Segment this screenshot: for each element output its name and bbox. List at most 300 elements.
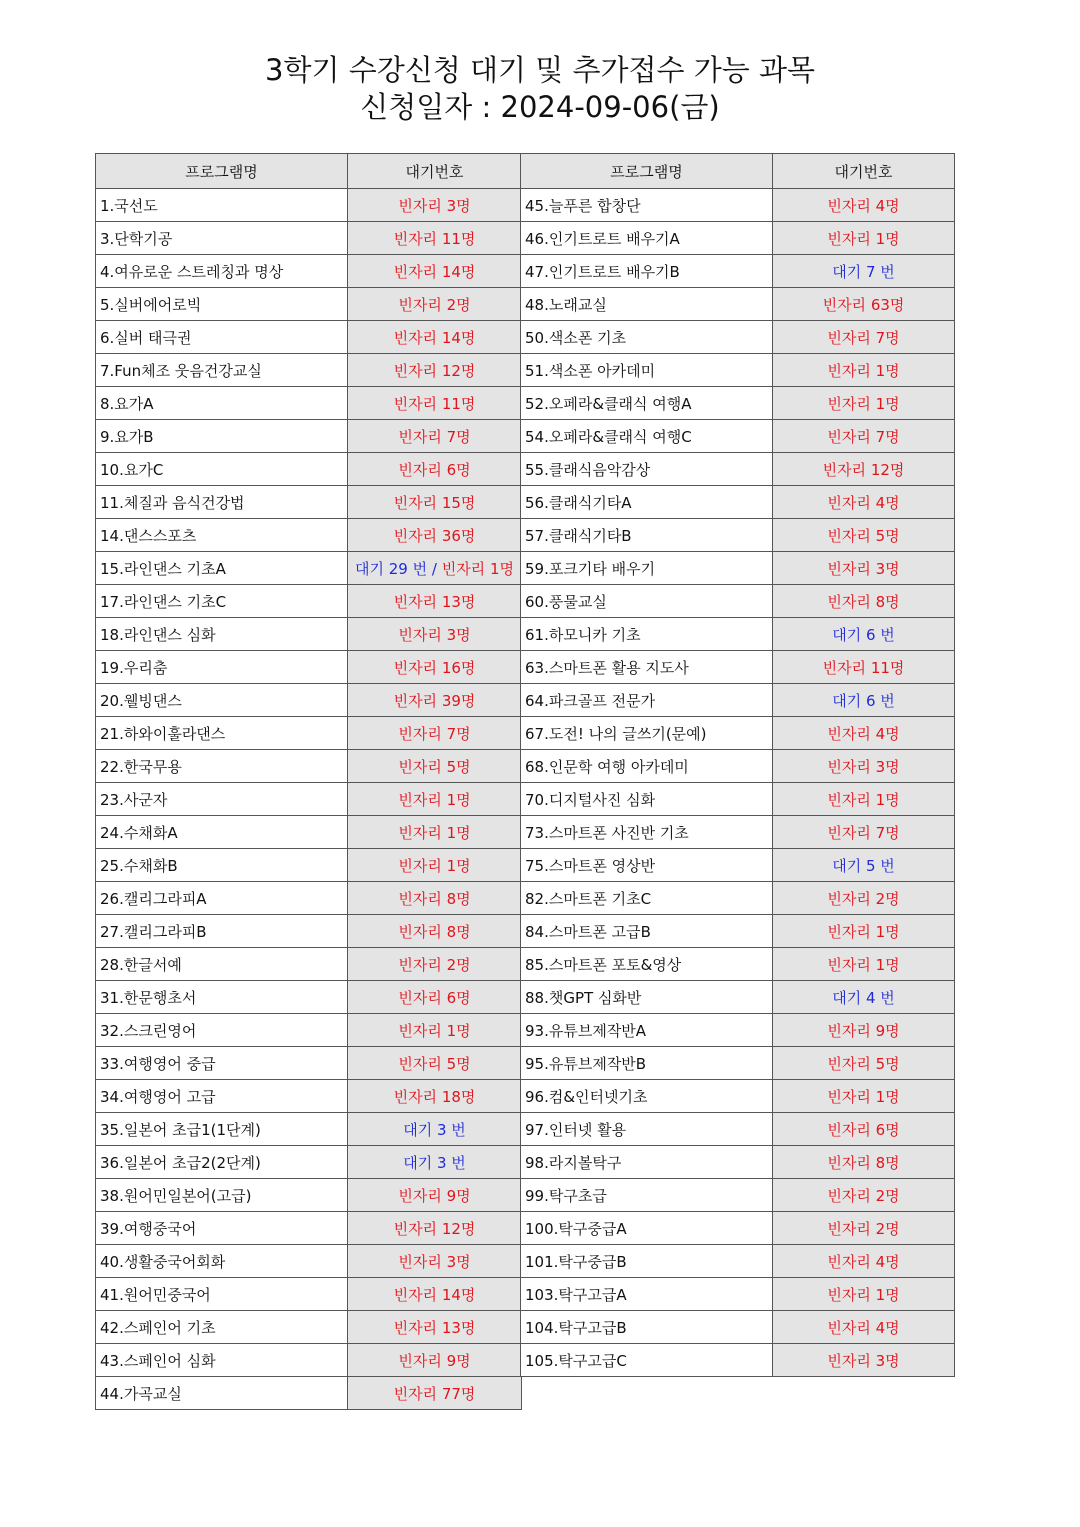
table-row — [96, 288, 522, 321]
wait-status — [348, 882, 522, 915]
wait-status — [773, 420, 955, 453]
wait-status — [348, 915, 522, 948]
table-header-row — [521, 154, 955, 189]
program-name: 38.원어민일본어(고급) — [96, 1179, 348, 1212]
vacancy-text: 빈자리 4명 — [827, 1252, 900, 1271]
table-row — [521, 486, 955, 519]
wait-status — [773, 255, 955, 288]
program-name: 105.탁구고급C — [521, 1344, 773, 1377]
wait-status — [348, 519, 522, 552]
waitlist-text: 대기 6 번 — [832, 625, 895, 644]
program-name: 26.캘리그라피A — [96, 882, 348, 915]
left-course-table — [95, 153, 522, 1410]
vacancy-text: 빈자리 12명 — [393, 361, 476, 380]
vacancy-text: 빈자리 8명 — [827, 1153, 900, 1172]
wait-status — [348, 1080, 522, 1113]
program-name: 6.실버 태극권 — [96, 321, 348, 354]
program-name: 42.스페인어 기초 — [96, 1311, 348, 1344]
wait-status — [773, 783, 955, 816]
table-row — [521, 1014, 955, 1047]
program-name: 25.수채화B — [96, 849, 348, 882]
vacancy-text: 빈자리 7명 — [827, 823, 900, 842]
wait-status — [348, 1146, 522, 1179]
wait-status — [348, 948, 522, 981]
program-name: 75.스마트폰 영상반 — [521, 849, 773, 882]
wait-status — [773, 750, 955, 783]
vacancy-text: 빈자리 1명 — [827, 1087, 900, 1106]
program-name: 52.오페라&클래식 여행A — [521, 387, 773, 420]
table-row — [96, 783, 522, 816]
table-row — [96, 420, 522, 453]
table-row — [521, 453, 955, 486]
wait-status — [773, 651, 955, 684]
wait-status — [773, 552, 955, 585]
wait-status — [348, 552, 522, 585]
wait-status — [773, 618, 955, 651]
vacancy-text: 빈자리 1명 — [441, 559, 514, 578]
vacancy-text: 빈자리 7명 — [827, 328, 900, 347]
program-name: 50.색소폰 기초 — [521, 321, 773, 354]
program-name: 27.캘리그라피B — [96, 915, 348, 948]
table-row — [521, 1278, 955, 1311]
program-name: 70.디지털사진 심화 — [521, 783, 773, 816]
table-row — [521, 387, 955, 420]
title-line-2: 신청일자 : 2024-09-06(금) — [360, 90, 720, 124]
program-name: 11.체질과 음식건강법 — [96, 486, 348, 519]
table-row — [521, 618, 955, 651]
vacancy-text: 빈자리 7명 — [398, 724, 471, 743]
wait-status — [773, 849, 955, 882]
vacancy-text: 빈자리 5명 — [827, 526, 900, 545]
wait-status — [348, 717, 522, 750]
vacancy-text: 빈자리 14명 — [393, 1285, 476, 1304]
vacancy-text: 빈자리 6명 — [827, 1120, 900, 1139]
table-row — [521, 585, 955, 618]
wait-status — [773, 387, 955, 420]
table-row — [96, 849, 522, 882]
vacancy-text: 빈자리 16명 — [393, 658, 476, 677]
program-name: 47.인기트로트 배우기B — [521, 255, 773, 288]
vacancy-text: 빈자리 13명 — [393, 1318, 476, 1337]
vacancy-text: 빈자리 1명 — [827, 394, 900, 413]
header-wait: 대기번호 — [773, 154, 955, 189]
program-name: 19.우리춤 — [96, 651, 348, 684]
program-name: 7.Fun체조 웃음건강교실 — [96, 354, 348, 387]
program-name: 15.라인댄스 기초A — [96, 552, 348, 585]
table-row — [96, 651, 522, 684]
vacancy-text: 빈자리 4명 — [827, 724, 900, 743]
table-header-row — [96, 154, 522, 189]
vacancy-text: 빈자리 11명 — [822, 658, 905, 677]
waitlist-text: 대기 4 번 — [832, 988, 895, 1007]
wait-status — [348, 750, 522, 783]
vacancy-text: 빈자리 4명 — [827, 1318, 900, 1337]
table-row — [521, 354, 955, 387]
table-row — [521, 222, 955, 255]
wait-status — [773, 1212, 955, 1245]
wait-status — [348, 684, 522, 717]
wait-status — [348, 1344, 522, 1377]
vacancy-text: 빈자리 18명 — [393, 1087, 476, 1106]
program-name: 5.실버에어로빅 — [96, 288, 348, 321]
wait-status — [348, 1278, 522, 1311]
program-name: 100.탁구중급A — [521, 1212, 773, 1245]
table-row — [96, 1311, 522, 1344]
wait-status — [773, 717, 955, 750]
vacancy-text: 빈자리 9명 — [398, 1186, 471, 1205]
vacancy-text: 빈자리 77명 — [393, 1384, 476, 1403]
wait-status — [773, 486, 955, 519]
table-row — [521, 981, 955, 1014]
table-row — [96, 1245, 522, 1278]
table-row — [521, 1080, 955, 1113]
program-name: 20.웰빙댄스 — [96, 684, 348, 717]
program-name: 88.챗GPT 심화반 — [521, 981, 773, 1014]
vacancy-text: 빈자리 1명 — [398, 823, 471, 842]
waitlist-text: 대기 3 번 — [403, 1153, 466, 1172]
program-name: 1.국선도 — [96, 189, 348, 222]
title-line-1: 3학기 수강신청 대기 및 추가접수 가능 과목 — [265, 53, 815, 87]
table-row — [96, 915, 522, 948]
vacancy-text: 빈자리 39명 — [393, 691, 476, 710]
wait-status — [773, 882, 955, 915]
vacancy-text: 빈자리 7명 — [398, 427, 471, 446]
left-table-body — [96, 189, 522, 1410]
vacancy-text: 빈자리 3명 — [827, 1351, 900, 1370]
program-name: 39.여행중국어 — [96, 1212, 348, 1245]
wait-status — [773, 1245, 955, 1278]
page-title — [0, 52, 1080, 126]
wait-status — [773, 519, 955, 552]
wait-status — [773, 1278, 955, 1311]
header-program: 프로그램명 — [521, 154, 773, 189]
wait-status — [348, 1014, 522, 1047]
waitlist-text: 대기 3 번 — [403, 1120, 466, 1139]
table-row — [521, 882, 955, 915]
vacancy-text: 빈자리 15명 — [393, 493, 476, 512]
program-name: 45.늘푸른 합창단 — [521, 189, 773, 222]
wait-status — [773, 816, 955, 849]
program-name: 82.스마트폰 기초C — [521, 882, 773, 915]
right-table-body — [521, 189, 955, 1377]
program-name: 101.탁구중급B — [521, 1245, 773, 1278]
program-name: 73.스마트폰 사진반 기초 — [521, 816, 773, 849]
vacancy-text: 빈자리 11명 — [393, 229, 476, 248]
table-row — [96, 816, 522, 849]
program-name: 97.인터넷 활용 — [521, 1113, 773, 1146]
vacancy-text: 빈자리 3명 — [827, 559, 900, 578]
table-row — [96, 585, 522, 618]
program-name: 24.수채화A — [96, 816, 348, 849]
program-name: 18.라인댄스 심화 — [96, 618, 348, 651]
wait-status — [348, 1179, 522, 1212]
wait-status — [348, 453, 522, 486]
program-name: 64.파크골프 전문가 — [521, 684, 773, 717]
vacancy-text: 빈자리 8명 — [398, 889, 471, 908]
wait-status — [348, 585, 522, 618]
table-row — [96, 1377, 522, 1410]
vacancy-text: 빈자리 12명 — [822, 460, 905, 479]
vacancy-text: 빈자리 3명 — [398, 196, 471, 215]
program-name: 95.유튜브제작반B — [521, 1047, 773, 1080]
table-row — [96, 486, 522, 519]
wait-status — [773, 453, 955, 486]
table-row — [96, 1113, 522, 1146]
program-name: 51.색소폰 아카데미 — [521, 354, 773, 387]
waitlist-text: 대기 29 번 / — [355, 559, 442, 578]
program-name: 40.생활중국어회화 — [96, 1245, 348, 1278]
header-program: 프로그램명 — [96, 154, 348, 189]
vacancy-text: 빈자리 8명 — [827, 592, 900, 611]
table-row — [521, 1113, 955, 1146]
program-name: 104.탁구고급B — [521, 1311, 773, 1344]
vacancy-text: 빈자리 2명 — [398, 955, 471, 974]
vacancy-text: 빈자리 2명 — [827, 1219, 900, 1238]
wait-status — [773, 189, 955, 222]
vacancy-text: 빈자리 1명 — [827, 1285, 900, 1304]
program-name: 23.사군자 — [96, 783, 348, 816]
vacancy-text: 빈자리 4명 — [827, 493, 900, 512]
program-name: 41.원어민중국어 — [96, 1278, 348, 1311]
table-row — [96, 519, 522, 552]
program-name: 96.컴&인터넷기초 — [521, 1080, 773, 1113]
program-name: 63.스마트폰 활용 지도사 — [521, 651, 773, 684]
vacancy-text: 빈자리 5명 — [827, 1054, 900, 1073]
program-name: 36.일본어 초급2(2단계) — [96, 1146, 348, 1179]
table-row — [521, 1179, 955, 1212]
table-row — [96, 189, 522, 222]
table-row — [521, 552, 955, 585]
program-name: 31.한문행초서 — [96, 981, 348, 1014]
program-name: 22.한국무용 — [96, 750, 348, 783]
table-row — [521, 1047, 955, 1080]
program-name: 33.여행영어 중급 — [96, 1047, 348, 1080]
wait-status — [773, 915, 955, 948]
vacancy-text: 빈자리 14명 — [393, 328, 476, 347]
program-name: 85.스마트폰 포토&영상 — [521, 948, 773, 981]
table-row — [521, 849, 955, 882]
program-name: 32.스크린영어 — [96, 1014, 348, 1047]
wait-status — [348, 651, 522, 684]
wait-status — [348, 783, 522, 816]
program-name: 43.스페인어 심화 — [96, 1344, 348, 1377]
vacancy-text: 빈자리 3명 — [827, 757, 900, 776]
table-row — [521, 684, 955, 717]
header-wait: 대기번호 — [348, 154, 522, 189]
vacancy-text: 빈자리 7명 — [827, 427, 900, 446]
vacancy-text: 빈자리 13명 — [393, 592, 476, 611]
vacancy-text: 빈자리 8명 — [398, 922, 471, 941]
vacancy-text: 빈자리 4명 — [827, 196, 900, 215]
wait-status — [348, 321, 522, 354]
table-row — [96, 1080, 522, 1113]
wait-status — [773, 1179, 955, 1212]
vacancy-text: 빈자리 6명 — [398, 988, 471, 1007]
program-name: 60.풍물교실 — [521, 585, 773, 618]
vacancy-text: 빈자리 1명 — [827, 790, 900, 809]
program-name: 103.탁구고급A — [521, 1278, 773, 1311]
vacancy-text: 빈자리 1명 — [398, 856, 471, 875]
vacancy-text: 빈자리 2명 — [398, 295, 471, 314]
program-name: 34.여행영어 고급 — [96, 1080, 348, 1113]
vacancy-text: 빈자리 5명 — [398, 1054, 471, 1073]
program-name: 61.하모니카 기초 — [521, 618, 773, 651]
vacancy-text: 빈자리 3명 — [398, 1252, 471, 1271]
program-name: 14.댄스스포츠 — [96, 519, 348, 552]
table-row — [521, 1146, 955, 1179]
program-name: 56.클래식기타A — [521, 486, 773, 519]
wait-status — [773, 1014, 955, 1047]
wait-status — [773, 222, 955, 255]
table-row — [521, 255, 955, 288]
vacancy-text: 빈자리 63명 — [822, 295, 905, 314]
table-row — [521, 915, 955, 948]
program-name: 84.스마트폰 고급B — [521, 915, 773, 948]
program-name: 44.가곡교실 — [96, 1377, 348, 1410]
vacancy-text: 빈자리 14명 — [393, 262, 476, 281]
vacancy-text: 빈자리 3명 — [398, 625, 471, 644]
program-name: 54.오페라&클래식 여행C — [521, 420, 773, 453]
vacancy-text: 빈자리 5명 — [398, 757, 471, 776]
waitlist-text: 대기 5 번 — [832, 856, 895, 875]
vacancy-text: 빈자리 11명 — [393, 394, 476, 413]
wait-status — [348, 1245, 522, 1278]
vacancy-text: 빈자리 1명 — [827, 361, 900, 380]
program-name: 99.탁구초급 — [521, 1179, 773, 1212]
program-name: 67.도전! 나의 글쓰기(문예) — [521, 717, 773, 750]
program-name: 59.포크기타 배우기 — [521, 552, 773, 585]
program-name: 48.노래교실 — [521, 288, 773, 321]
vacancy-text: 빈자리 9명 — [398, 1351, 471, 1370]
vacancy-text: 빈자리 9명 — [827, 1021, 900, 1040]
wait-status — [773, 354, 955, 387]
wait-status — [773, 684, 955, 717]
wait-status — [348, 486, 522, 519]
right-course-table — [520, 153, 955, 1377]
table-row — [96, 1278, 522, 1311]
program-name: 28.한글서예 — [96, 948, 348, 981]
wait-status — [348, 816, 522, 849]
table-row — [521, 1311, 955, 1344]
vacancy-text: 빈자리 1명 — [398, 790, 471, 809]
table-row — [521, 1212, 955, 1245]
program-name: 9.요가B — [96, 420, 348, 453]
program-name: 17.라인댄스 기초C — [96, 585, 348, 618]
table-row — [96, 354, 522, 387]
wait-status — [348, 420, 522, 453]
program-name: 8.요가A — [96, 387, 348, 420]
wait-status — [348, 1311, 522, 1344]
wait-status — [348, 354, 522, 387]
wait-status — [773, 981, 955, 1014]
program-name: 3.단학기공 — [96, 222, 348, 255]
table-row — [96, 453, 522, 486]
table-row — [96, 750, 522, 783]
table-row — [521, 948, 955, 981]
table-row — [521, 321, 955, 354]
vacancy-text: 빈자리 6명 — [398, 460, 471, 479]
table-row — [521, 288, 955, 321]
wait-status — [773, 1047, 955, 1080]
vacancy-text: 빈자리 1명 — [398, 1021, 471, 1040]
table-row — [96, 981, 522, 1014]
wait-status — [348, 288, 522, 321]
wait-status — [773, 1344, 955, 1377]
wait-status — [773, 948, 955, 981]
table-row — [96, 321, 522, 354]
vacancy-text: 빈자리 1명 — [827, 922, 900, 941]
program-name: 46.인기트로트 배우기A — [521, 222, 773, 255]
table-row — [521, 1245, 955, 1278]
wait-status — [348, 981, 522, 1014]
wait-status — [773, 585, 955, 618]
table-row — [96, 1179, 522, 1212]
vacancy-text: 빈자리 1명 — [827, 229, 900, 248]
table-row — [96, 618, 522, 651]
wait-status — [348, 189, 522, 222]
table-row — [96, 948, 522, 981]
table-row — [96, 684, 522, 717]
wait-status — [773, 1146, 955, 1179]
program-name: 21.하와이훌라댄스 — [96, 717, 348, 750]
program-name: 35.일본어 초급1(1단계) — [96, 1113, 348, 1146]
program-name: 55.클래식음악감상 — [521, 453, 773, 486]
waitlist-text: 대기 6 번 — [832, 691, 895, 710]
table-row — [521, 1344, 955, 1377]
table-row — [96, 717, 522, 750]
table-row — [96, 1014, 522, 1047]
table-row — [96, 1047, 522, 1080]
wait-status — [348, 255, 522, 288]
program-name: 68.인문학 여행 아카데미 — [521, 750, 773, 783]
table-row — [96, 882, 522, 915]
table-row — [521, 420, 955, 453]
program-name: 98.라지볼탁구 — [521, 1146, 773, 1179]
program-name: 4.여유로운 스트레칭과 명상 — [96, 255, 348, 288]
waitlist-text: 대기 7 번 — [832, 262, 895, 281]
vacancy-text: 빈자리 1명 — [827, 955, 900, 974]
vacancy-text: 빈자리 12명 — [393, 1219, 476, 1238]
wait-status — [348, 1113, 522, 1146]
table-row — [521, 717, 955, 750]
vacancy-text: 빈자리 2명 — [827, 1186, 900, 1205]
table-row — [521, 783, 955, 816]
table-row — [96, 255, 522, 288]
vacancy-text: 빈자리 36명 — [393, 526, 476, 545]
wait-status — [348, 849, 522, 882]
table-row — [96, 1146, 522, 1179]
table-row — [96, 552, 522, 585]
wait-status — [348, 1212, 522, 1245]
program-name: 93.유튜브제작반A — [521, 1014, 773, 1047]
wait-status — [348, 222, 522, 255]
wait-status — [348, 618, 522, 651]
wait-status — [773, 1080, 955, 1113]
table-row — [521, 750, 955, 783]
program-name: 10.요가C — [96, 453, 348, 486]
wait-status — [348, 387, 522, 420]
table-row — [96, 387, 522, 420]
vacancy-text: 빈자리 2명 — [827, 889, 900, 908]
table-row — [521, 519, 955, 552]
table-row — [521, 816, 955, 849]
wait-status — [348, 1047, 522, 1080]
program-name: 57.클래식기타B — [521, 519, 773, 552]
wait-status — [773, 321, 955, 354]
wait-status — [773, 1311, 955, 1344]
table-row — [521, 189, 955, 222]
table-row — [96, 1344, 522, 1377]
